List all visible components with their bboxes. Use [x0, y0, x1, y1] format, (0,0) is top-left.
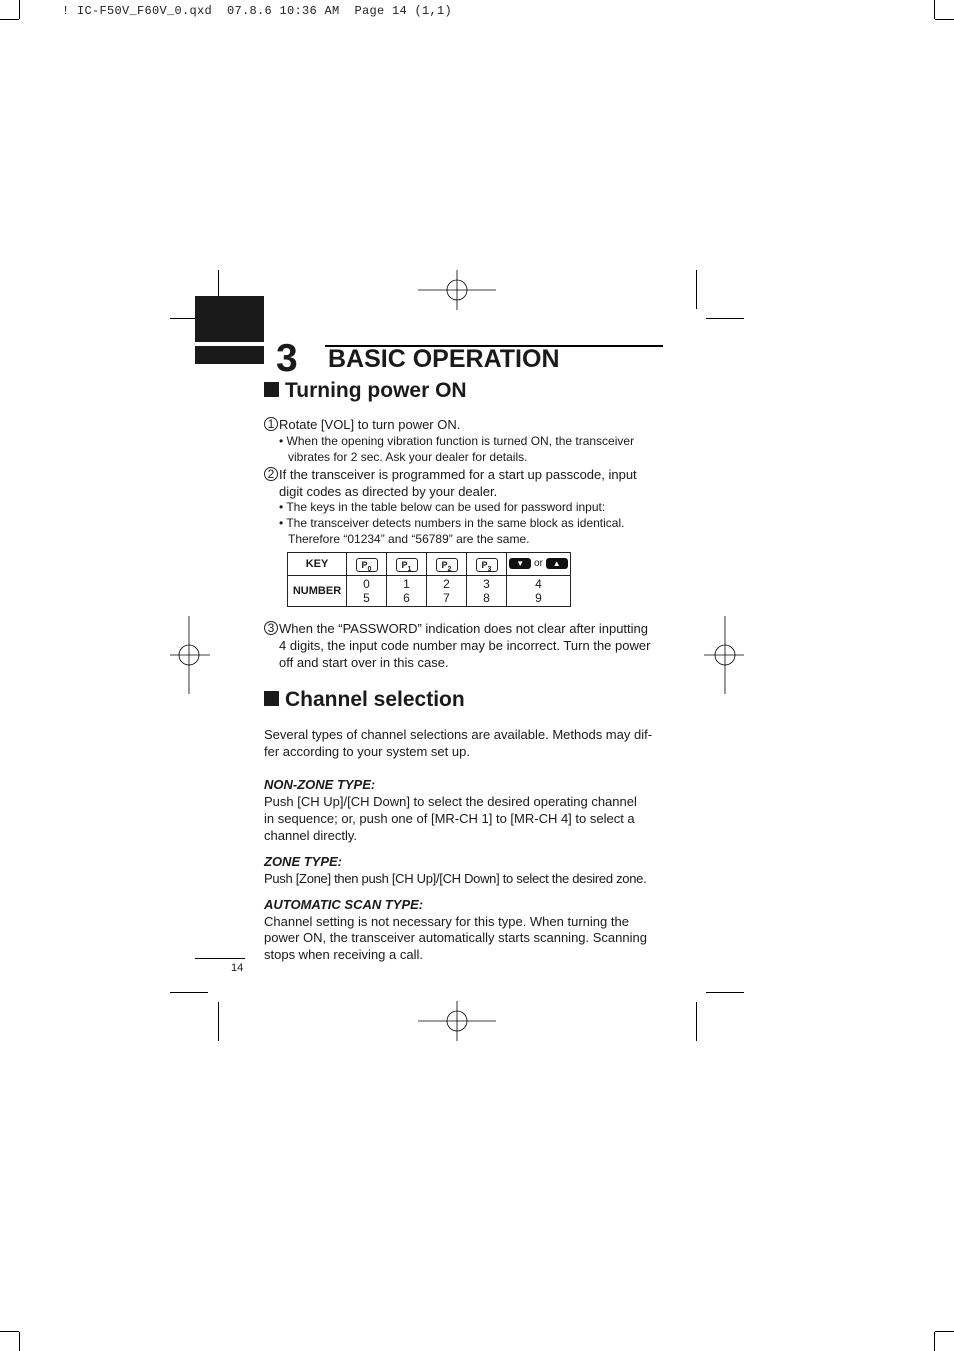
p0-key-icon: $P_0$	[356, 558, 378, 572]
number-cell: 2 7	[427, 576, 467, 607]
chapter-number: 3	[276, 337, 298, 380]
autoscan-line1: Channel setting is not necessary for this type. When turning the	[264, 914, 629, 929]
step2-bullet2-line2: Therefore “01234” and “56789” are the same.	[288, 532, 530, 546]
trim-mark	[696, 1002, 697, 1041]
step2-bullet1: • The keys in the table below can be used for password input:	[279, 500, 606, 514]
step1-text: Rotate [VOL] to turn power ON.	[279, 417, 461, 432]
step2-line2: digit codes as directed by your dealer.	[279, 484, 498, 499]
trim-mark	[706, 992, 744, 993]
step-marker: 3	[264, 621, 278, 635]
trim-mark	[170, 992, 208, 993]
number-cell: 1 6	[387, 576, 427, 607]
number-cell: 3 8	[467, 576, 507, 607]
trim-mark	[218, 1002, 219, 1041]
number-cell: 0 5	[347, 576, 387, 607]
number-header: NUMBER	[288, 576, 347, 607]
p3-key-icon: $P_3$	[476, 558, 498, 572]
autoscan-line2: power ON, the transceiver automatically starts scanning. Scanning	[264, 930, 647, 945]
key-cell	[507, 553, 571, 576]
square-bullet-icon	[264, 382, 279, 397]
print-slug: ! IC-F50V_F60V_0.qxd 07.8.6 10:36 AM Page 14 (1,1)	[62, 4, 453, 18]
number-cell: 4 9	[507, 576, 571, 607]
step1-bullet-line1: • When the opening vibration function is turned ON, the transceiver	[279, 434, 635, 448]
key-header: KEY	[288, 553, 347, 576]
section-heading-power	[264, 378, 467, 404]
step-marker: 1	[264, 417, 278, 431]
p1-key-icon: $P_1$	[396, 558, 418, 572]
autoscan-title: AUTOMATIC SCAN TYPE:	[264, 897, 424, 912]
key-cell	[387, 553, 427, 576]
trim-mark	[706, 318, 744, 319]
crop-mark	[19, 0, 20, 19]
registration-mark-icon	[418, 270, 496, 310]
chapter-title: BASIC OPERATION	[328, 345, 560, 373]
p2-key-icon: $P_2$	[436, 558, 458, 572]
crop-mark	[0, 19, 19, 20]
crop-mark	[934, 0, 935, 19]
step2-line1: If the transceiver is programmed for a start up passcode, input	[279, 467, 637, 482]
up-arrow-key-icon: ▲	[546, 558, 568, 569]
key-cell	[347, 553, 387, 576]
nonzone-line1: Push [CH Up]/[CH Down] to select the desired operating channel	[264, 794, 637, 809]
page-number: 14	[231, 962, 244, 974]
intro-line1: Several types of channel selections are available. Methods may dif-	[264, 727, 653, 742]
key-cell	[427, 553, 467, 576]
step3-line1: When the “PASSWORD” indication does not clear after inputting	[279, 621, 648, 636]
step-marker: 2	[264, 467, 278, 481]
crop-mark	[935, 19, 954, 20]
crop-mark	[0, 1331, 19, 1332]
step3-line3: off and start over in this case.	[279, 655, 449, 670]
chapter-tab-bar	[195, 346, 264, 364]
intro-line2: fer according to your system set up.	[264, 744, 470, 759]
trim-mark	[696, 270, 697, 309]
section-heading-text: Turning power ON	[285, 379, 467, 402]
crop-mark	[19, 1332, 20, 1351]
password-key-table	[287, 552, 571, 607]
zone-title: ZONE TYPE:	[264, 854, 343, 869]
chapter-tab	[195, 296, 264, 342]
nonzone-line3: channel directly.	[264, 828, 357, 843]
nonzone-title: NON-ZONE TYPE:	[264, 777, 376, 792]
registration-mark-icon	[170, 616, 210, 694]
step3-line2: 4 digits, the input code number may be incorrect. Turn the power	[279, 638, 651, 653]
crop-mark	[935, 1331, 954, 1332]
down-arrow-key-icon: ▼	[509, 558, 531, 569]
crop-mark	[934, 1332, 935, 1351]
or-text: or	[534, 558, 543, 570]
step1-bullet-line2: vibrates for 2 sec. Ask your dealer for details.	[288, 450, 528, 464]
registration-mark-icon	[704, 616, 744, 694]
section-heading-channel	[264, 687, 465, 713]
registration-mark-icon	[418, 1001, 496, 1041]
key-cell	[467, 553, 507, 576]
square-bullet-icon	[264, 691, 279, 706]
section-heading-text: Channel selection	[285, 688, 465, 711]
nonzone-line2: in sequence; or, push one of [MR-CH 1] to [MR-CH 4] to select a	[264, 811, 635, 826]
zone-line1: Push [Zone] then push [CH Up]/[CH Down] to select the desired zone.	[264, 871, 647, 886]
autoscan-line3: stops when receiving a call.	[264, 947, 423, 962]
page-number-rule	[195, 958, 245, 959]
step2-bullet2-line1: • The transceiver detects numbers in the same block as identical.	[279, 516, 625, 530]
